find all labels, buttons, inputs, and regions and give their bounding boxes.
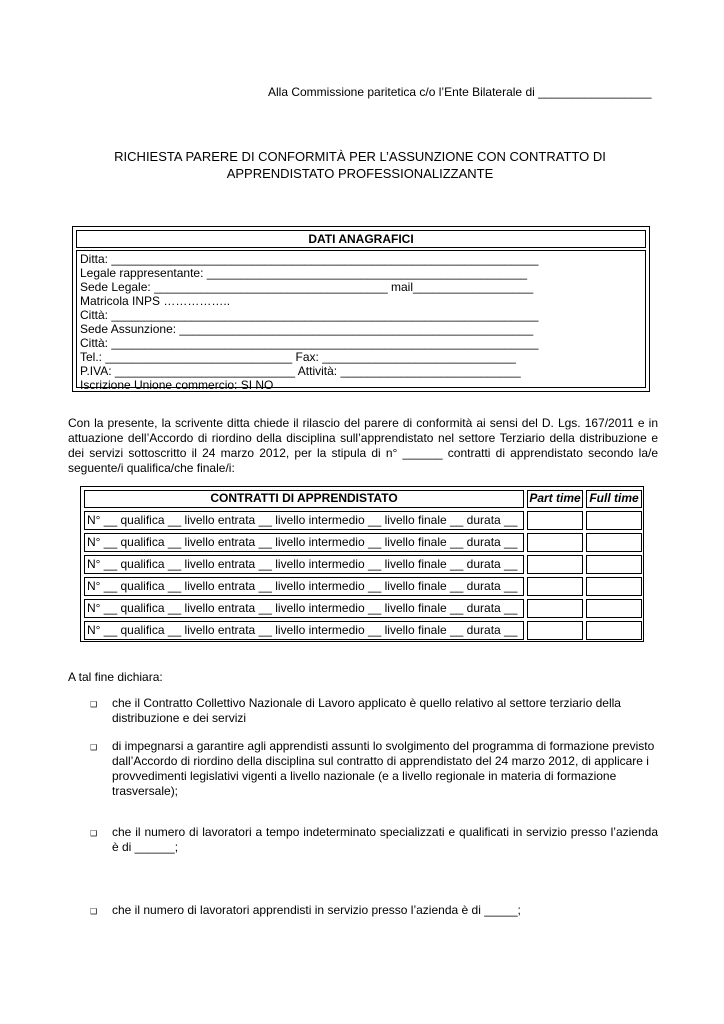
full-time-cell[interactable] (586, 577, 642, 596)
dichiara-item-ccnl: che il Contratto Collettivo Nazionale di Lavoro applicato è quello relativo al settore terziario della distribuzione e dei servizi (112, 696, 621, 725)
col-part-time: Part time (527, 490, 583, 508)
part-time-cell[interactable] (527, 621, 583, 640)
dichiara-label: A tal fine dichiara: (68, 670, 163, 684)
field-ditta[interactable]: Ditta: ________________________________________________________________ (80, 252, 539, 266)
contract-row[interactable]: N° __ qualifica __ livello entrata __ livello intermedio __ livello finale __ durata __ (84, 577, 524, 596)
full-time-cell[interactable] (586, 599, 642, 618)
full-time-cell[interactable] (586, 533, 642, 552)
contract-row[interactable]: N° __ qualifica __ livello entrata __ livello intermedio __ livello finale __ durata __ (84, 599, 524, 618)
checkbox-bullet-icon[interactable]: ❑ (90, 829, 98, 838)
contratti-heading: CONTRATTI DI APPRENDISTATO (84, 490, 524, 508)
dichiara-item-formazione: di impegnarsi a garantire agli apprendisti assunti lo svolgimento del programma di formazione previsto dall’Accordo di riordino della disciplina sul contratto di apprendistato del 24 marzo 2012, di applicare i provvedimenti legislativi vigenti a livello nazionale (e a livello regionale in materia di formazione trasversale); (112, 739, 655, 798)
recipient-line: Alla Commissione paritetica c/o l’Ente Bilaterale di _________________ (268, 85, 652, 99)
part-time-cell[interactable] (527, 555, 583, 574)
contract-row[interactable]: N° __ qualifica __ livello entrata __ livello intermedio __ livello finale __ durata __ (84, 533, 524, 552)
full-time-cell[interactable] (586, 555, 642, 574)
field-citta-assunzione[interactable]: Città: ________________________________________________________________ (80, 336, 539, 350)
dati-anagrafici-fields (76, 250, 646, 392)
part-time-cell[interactable] (527, 577, 583, 596)
title-line-2: APPRENDISTATO PROFESSIONALIZZANTE (226, 166, 494, 181)
part-time-cell[interactable] (527, 533, 583, 552)
dichiara-item-lavoratori-indeterminato: che il numero di lavoratori a tempo indeterminato specializzati e qualificati in servizio presso l’azienda è di ______; (112, 825, 658, 854)
intro-paragraph: Con la presente, la scrivente ditta chiede il rilascio del parere di conformità ai sensi del D. Lgs. 167/2011 e in attuazione dell’Accordo di riordino della disciplina sull’apprendistato nel settore Terziario della distribuzione e dei servizi sottoscritto il 24 marzo 2012, per la stipula di n° ______ contratti di apprendistato secondo la/e seguente/i qualifica/che finale/i: (68, 416, 658, 475)
dichiara-item-apprendisti: che il numero di lavoratori apprendisti in servizio presso l’azienda è di _____; (112, 903, 521, 917)
contract-row[interactable]: N° __ qualifica __ livello entrata __ livello intermedio __ livello finale __ durata __ (84, 621, 524, 640)
checkbox-bullet-icon[interactable]: ❑ (90, 743, 98, 752)
field-matricola-inps[interactable]: Matricola INPS …………….. (80, 294, 231, 308)
field-piva-attivita[interactable]: P.IVA: ___________________________ Attività: ___________________________ (80, 364, 521, 378)
part-time-cell[interactable] (527, 511, 583, 530)
field-sede-assunzione[interactable]: Sede Assunzione: _____________________________________________________ (80, 322, 534, 336)
field-iscrizione-unione[interactable]: Iscrizione Unione commercio: SI NO (80, 378, 274, 392)
title-line-1: RICHIESTA PARERE DI CONFORMITÀ PER L’ASSUNZIONE CON CONTRATTO DI (114, 149, 606, 164)
checkbox-bullet-icon[interactable]: ❑ (90, 907, 98, 916)
field-sede-legale[interactable]: Sede Legale: ___________________________________ mail__________________ (80, 280, 534, 294)
field-legale-rappresentante[interactable]: Legale rappresentante: ________________________________________________ (80, 266, 528, 280)
full-time-cell[interactable] (586, 511, 642, 530)
full-time-cell[interactable] (586, 621, 642, 640)
checkbox-bullet-icon[interactable]: ❑ (90, 700, 98, 709)
dati-anagrafici-heading: DATI ANAGRAFICI (76, 230, 646, 248)
part-time-cell[interactable] (527, 599, 583, 618)
field-citta[interactable]: Città: ________________________________________________________________ (80, 308, 539, 322)
col-full-time: Full time (586, 490, 642, 508)
contract-row[interactable]: N° __ qualifica __ livello entrata __ livello intermedio __ livello finale __ durata __ (84, 555, 524, 574)
dati-anagrafici-box (72, 226, 650, 392)
document-title (60, 148, 660, 182)
contratti-table (80, 486, 644, 642)
field-tel-fax[interactable]: Tel.: ____________________________ Fax: _____________________________ (80, 350, 516, 364)
contract-row[interactable]: N° __ qualifica __ livello entrata __ livello intermedio __ livello finale __ durata __ (84, 511, 524, 530)
